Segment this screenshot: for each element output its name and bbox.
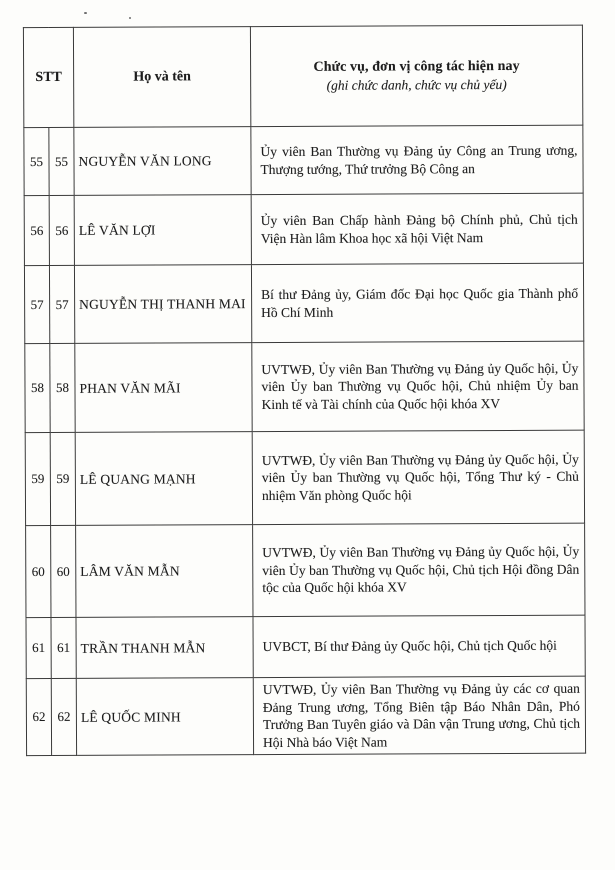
row-number-left: 61 — [26, 617, 51, 678]
person-position: UVTWĐ, Ủy viên Ban Thường vụ Đảng ủy Quốc hội, Ủy viên Ủy ban Thường vụ Quốc hội, Chủ nhiệm Ủy ban Kinh tế và Tài chính của Quốc hội khóa XV — [252, 341, 584, 431]
person-name: LÊ QUỐC MINH — [76, 678, 253, 756]
table-row — [24, 125, 583, 195]
person-position: Ủy viên Ban Chấp hành Đảng bộ Chính phủ, Chủ tịch Viện Hàn lâm Khoa học xã hội Việt Nam — [251, 193, 583, 264]
row-number-left: 62 — [26, 678, 51, 755]
scan-speck — [129, 17, 131, 19]
row-number-right: 56 — [49, 195, 74, 265]
header-position-title: Chức vụ, đơn vị công tác hiện nay — [313, 58, 520, 75]
row-number-left: 60 — [26, 525, 51, 617]
header-row — [23, 25, 582, 127]
person-name: LÊ QUANG MẠNH — [75, 432, 252, 526]
table-body — [24, 125, 586, 756]
officials-table — [23, 25, 586, 757]
person-name: LÊ VĂN LỢI — [74, 195, 251, 266]
header-position — [250, 25, 582, 126]
person-position: UVTWĐ, Ủy viên Ban Thường vụ Đảng ủy các cơ quan Đảng Trung ương, Tổng Biên tập Báo Nhân Dân, Phó Trưởng Ban Tuyên giáo và Dân vận Trung ương, Chủ tịch Hội Nhà báo Việt Nam — [253, 676, 585, 755]
scan-speck — [84, 12, 87, 14]
person-name: NGUYỄN VĂN LONG — [74, 127, 251, 196]
person-position: Bí thư Đảng ủy, Giám đốc Đại học Quốc gia Thành phố Hồ Chí Minh — [251, 263, 583, 342]
row-number-left: 57 — [24, 265, 49, 343]
header-name: Họ và tên — [73, 27, 250, 128]
table-row — [24, 263, 583, 343]
row-number-left: 59 — [25, 432, 50, 525]
table-row — [25, 430, 584, 525]
person-name: TRẦN THANH MẪN — [76, 617, 253, 679]
person-position: UVBCT, Bí thư Đảng ủy Quốc hội, Chủ tịch Quốc hội — [253, 615, 585, 677]
row-number-right: 59 — [50, 432, 75, 525]
table-row — [24, 193, 583, 265]
table-row — [26, 676, 585, 756]
person-name: NGUYỄN THỊ THANH MAI — [74, 265, 251, 344]
header-position-subtitle: (ghi chức danh, chức vụ chủ yếu) — [326, 76, 507, 93]
row-number-right: 60 — [51, 525, 76, 617]
table-row — [26, 615, 585, 678]
row-number-right: 58 — [50, 343, 75, 432]
person-position: Ủy viên Ban Thường vụ Đảng ủy Công an Trung ương, Thượng tướng, Thứ trưởng Bộ Công an — [251, 125, 583, 194]
person-position: UVTWĐ, Ủy viên Ban Thường vụ Đảng ủy Quốc hội, Ủy viên Ủy ban Thường vụ Quốc hội, Tổng Thư ký - Chủ nhiệm Văn phòng Quốc hội — [252, 430, 584, 524]
table-row — [25, 341, 584, 432]
row-number-left: 55 — [24, 127, 49, 195]
table-header — [23, 25, 582, 127]
table-row — [26, 523, 585, 617]
row-number-right: 62 — [51, 678, 76, 755]
person-name: LÂM VĂN MẪN — [76, 525, 253, 618]
person-position: UVTWĐ, Ủy viên Ban Thường vụ Đảng ủy Quốc hội, Ủy viên Ủy ban Thường vụ Quốc hội, Chủ tịch Hội đồng Dân tộc của Quốc hội khóa XV — [253, 523, 585, 616]
row-number-right: 55 — [49, 127, 74, 195]
header-stt: STT — [23, 27, 73, 127]
row-number-right: 61 — [51, 617, 76, 678]
row-number-right: 57 — [49, 265, 74, 343]
row-number-left: 56 — [24, 195, 49, 265]
row-number-left: 58 — [25, 343, 50, 432]
person-name: PHAN VĂN MÃI — [75, 343, 252, 433]
